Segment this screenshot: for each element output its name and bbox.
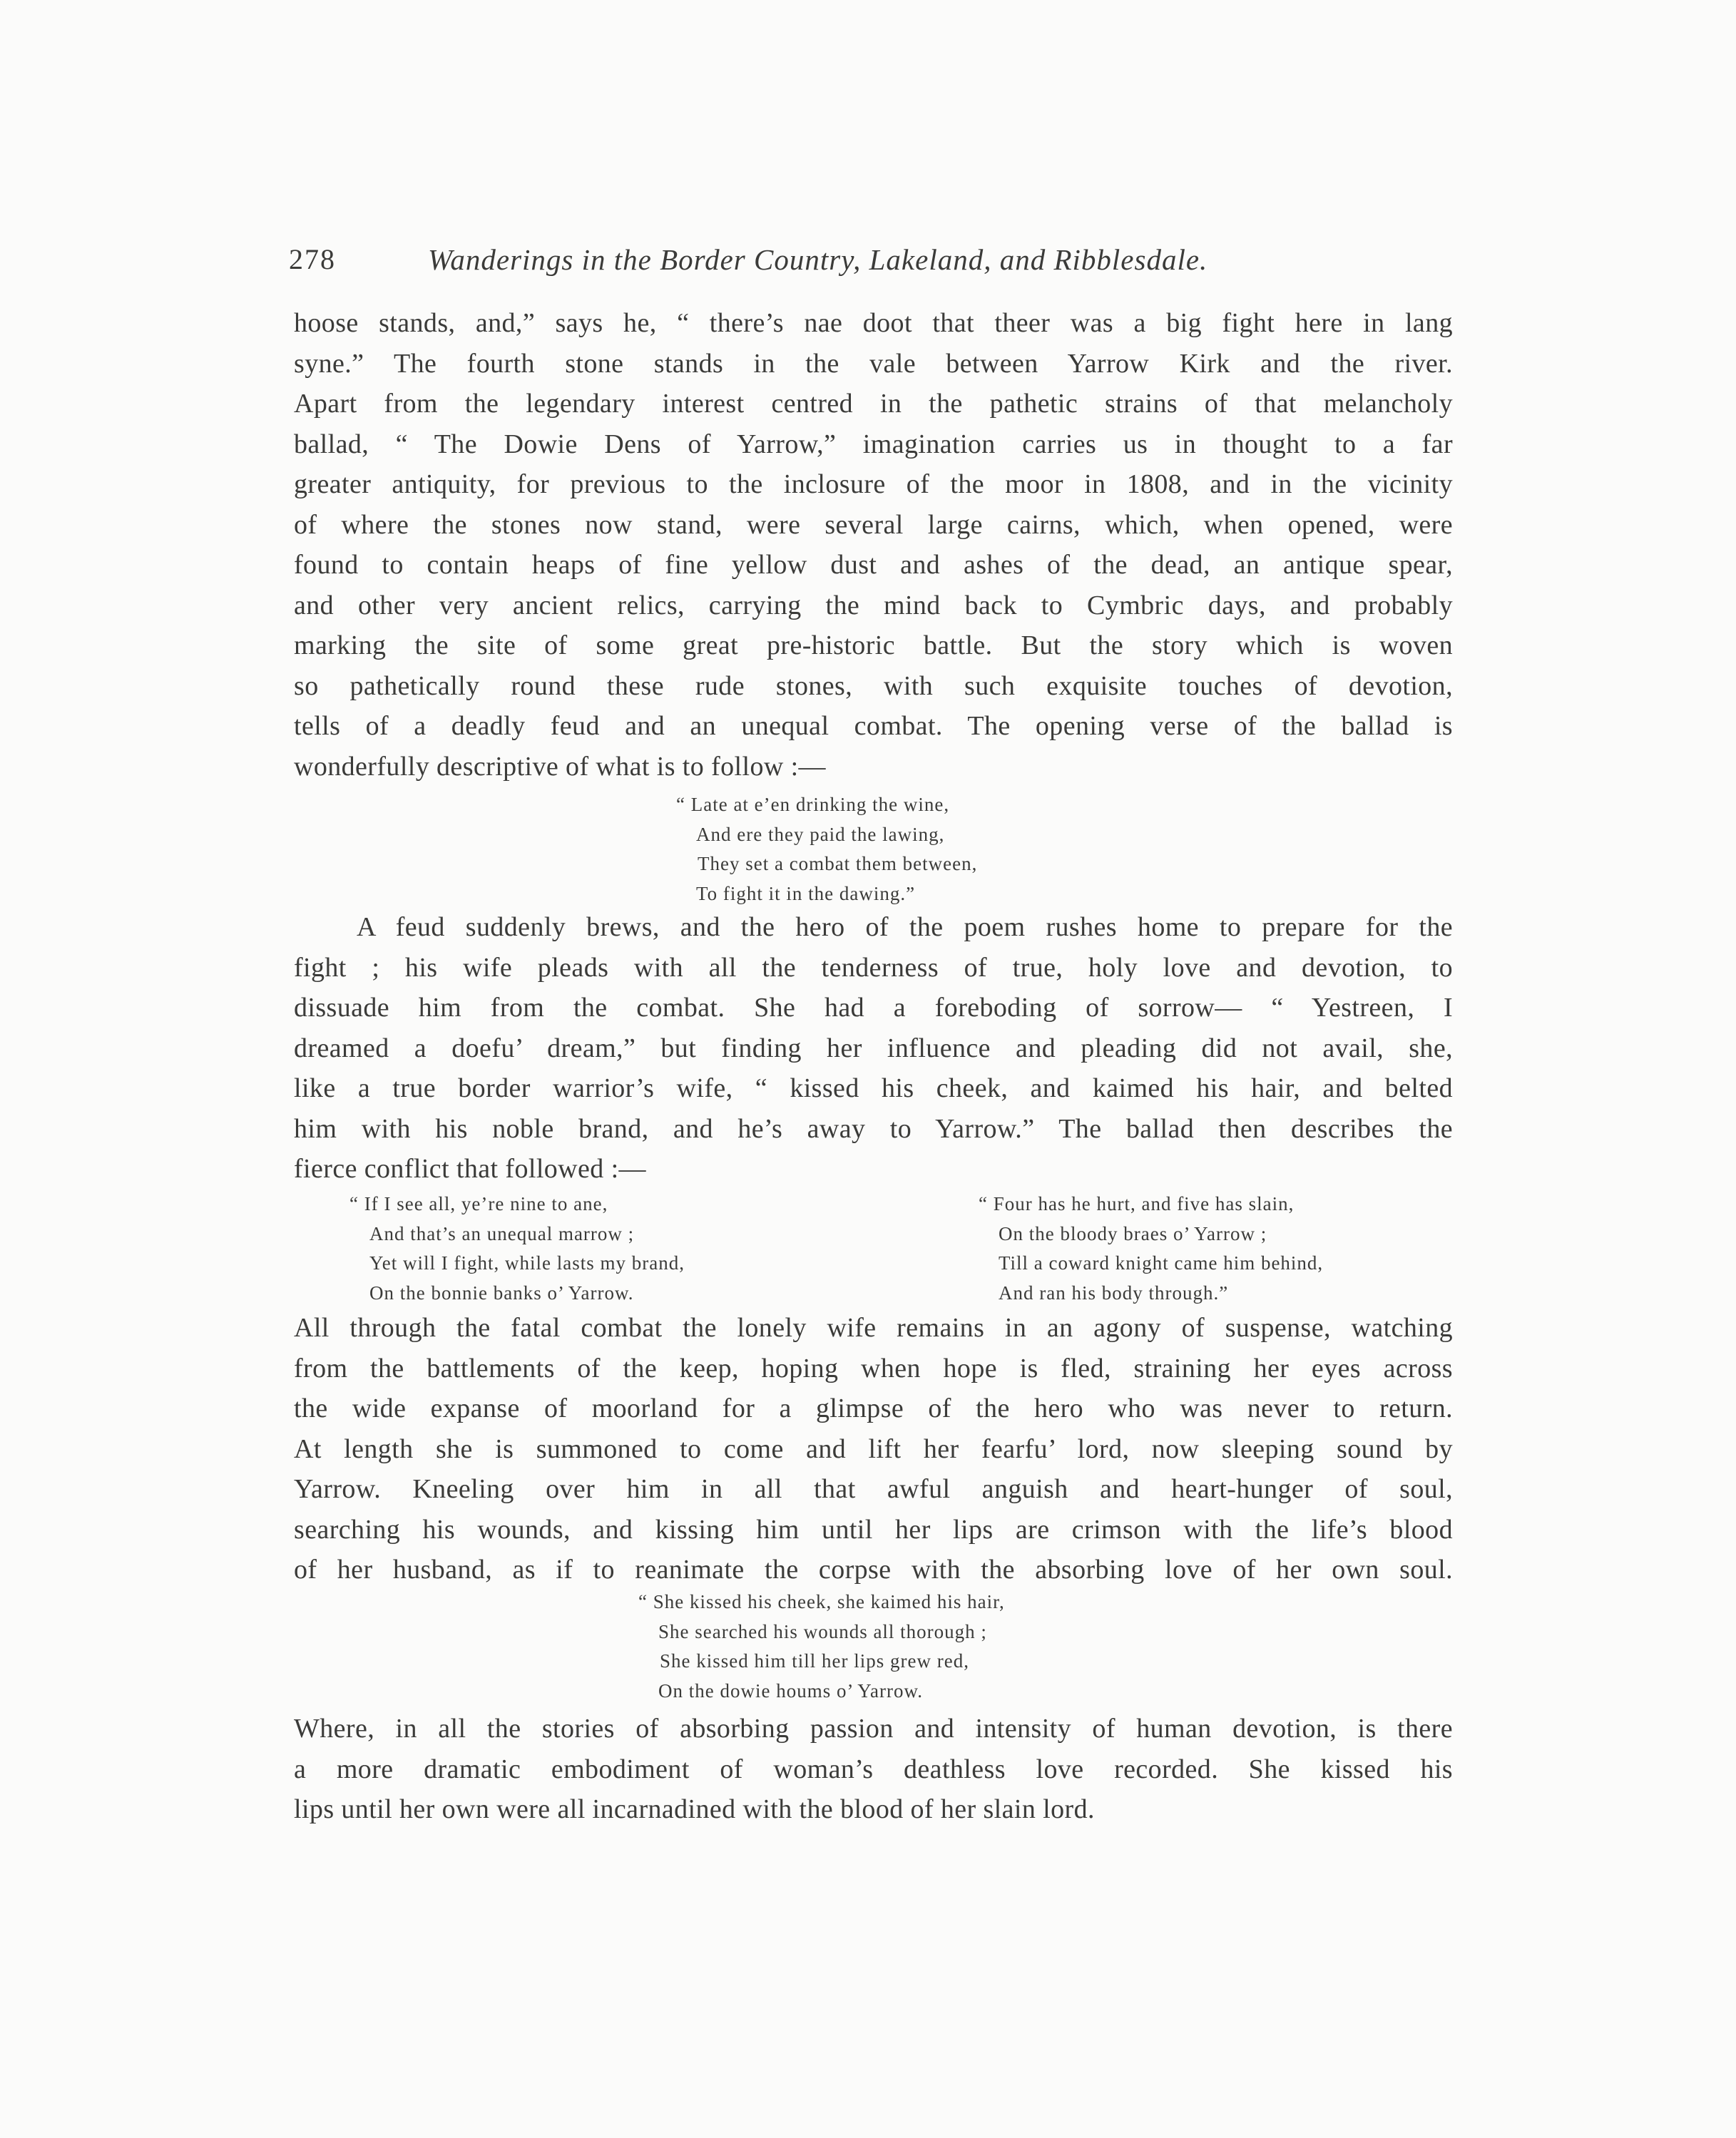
- verse-2-right-column: [979, 1190, 1323, 1308]
- text-line: the wide expanse of moorland for a glimpse of the hero who was never to return.: [294, 1393, 1453, 1423]
- text-line: and other very ancient relics, carrying the mind back to Cymbric days, and probably: [294, 590, 1453, 620]
- text-line: so pathetically round these rude stones, with such exquisite touches of devotion,: [294, 670, 1453, 701]
- text-line: searching his wounds, and kissing him until her lips are crimson with the life’s blood: [294, 1514, 1453, 1545]
- text-line: fierce conflict that followed :—: [294, 1154, 646, 1184]
- text-line: Apart from the legendary interest centred in the pathetic strains of that melancholy: [294, 389, 1453, 419]
- text-line: hoose stands, and,” says he, “ there’s nae doot that theer was a big fight here in lang: [294, 308, 1453, 338]
- verse-line: She kissed him till her lips grew red,: [660, 1650, 969, 1672]
- running-title: Wanderings in the Border Country, Lakeland, and Ribblesdale.: [428, 243, 1208, 276]
- verse-line: “ She kissed his cheek, she kaimed his hair,: [638, 1591, 1005, 1612]
- text-line: him with his noble brand, and he’s away to Yarrow.” The ballad then describes the: [294, 1113, 1453, 1144]
- verse-line: Yet will I fight, while lasts my brand,: [369, 1252, 685, 1274]
- verse-line: “ Late at e’en drinking the wine,: [676, 794, 950, 815]
- paragraph-3: [294, 1308, 1453, 1590]
- paragraph-2: [294, 907, 1453, 1190]
- verse-line: On the bonnie banks o’ Yarrow.: [369, 1282, 634, 1304]
- text-line: wonderfully descriptive of what is to follow :—: [294, 751, 826, 782]
- verse-line: On the bloody braes o’ Yarrow ;: [999, 1222, 1267, 1244]
- paragraph-4: [294, 1709, 1453, 1830]
- text-line: a more dramatic embodiment of woman’s deathless love recorded. She kissed his: [294, 1754, 1453, 1784]
- text-line: of where the stones now stand, were several large cairns, which, when opened, were: [294, 509, 1453, 540]
- verse-2-left-column: [349, 1190, 685, 1308]
- text-line: of her husband, as if to reanimate the corpse with the absorbing love of her own soul.: [294, 1555, 1453, 1585]
- verse-line: On the dowie houms o’ Yarrow.: [658, 1679, 923, 1702]
- text-line: like a true border warrior’s wife, “ kissed his cheek, and kaimed his hair, and belted: [294, 1073, 1453, 1103]
- verse-line: And ere they paid the lawing,: [696, 823, 945, 845]
- page-number: 278: [289, 243, 336, 275]
- paragraph-1: [294, 303, 1453, 787]
- text-line: dissuade him from the combat. She had a foreboding of sorrow— “ Yestreen, I: [294, 993, 1453, 1023]
- verse-line: And ran his body through.”: [999, 1282, 1229, 1304]
- verse-line: To fight it in the dawing.”: [696, 882, 916, 904]
- verse-1: [676, 790, 977, 909]
- text-line: Yarrow. Kneeling over him in all that awful anguish and heart-hunger of soul,: [294, 1474, 1453, 1504]
- text-line: At length she is summoned to come and lift her fearfu’ lord, now sleeping sound by: [294, 1433, 1453, 1464]
- text-line: found to contain heaps of fine yellow dust and ashes of the dead, an antique spear,: [294, 550, 1453, 580]
- text-line: tells of a deadly feud and an unequal combat. The opening verse of the ballad is: [294, 711, 1453, 741]
- verse-line: They set a combat them between,: [698, 853, 978, 874]
- page-header: [289, 242, 1459, 285]
- verse-line: She searched his wounds all thorough ;: [658, 1620, 987, 1642]
- verse-line: Till a coward knight came him behind,: [999, 1252, 1324, 1274]
- verse-3: [638, 1587, 1005, 1706]
- text-line: marking the site of some great pre-historic battle. But the story which is woven: [294, 630, 1453, 660]
- text-line: A feud suddenly brews, and the hero of the poem rushes home to prepare for the: [357, 912, 1453, 942]
- text-line: from the battlements of the keep, hoping when hope is fled, straining her eyes across: [294, 1353, 1453, 1383]
- text-line: dreamed a doefu’ dream,” but finding her influence and pleading did not avail, she,: [294, 1033, 1453, 1063]
- text-line: greater antiquity, for previous to the inclosure of the moor in 1808, and in the vicinity: [294, 469, 1453, 499]
- verse-line: “ If I see all, ye’re nine to ane,: [349, 1193, 608, 1214]
- verse-line: And that’s an unequal marrow ;: [369, 1222, 635, 1244]
- text-line: fight ; his wife pleads with all the tenderness of true, holy love and devotion, to: [294, 952, 1453, 983]
- text-line: Where, in all the stories of absorbing passion and intensity of human devotion, is there: [294, 1714, 1453, 1744]
- text-line: ballad, “ The Dowie Dens of Yarrow,” imagination carries us in thought to a far: [294, 429, 1453, 459]
- text-line: lips until her own were all incarnadined with the blood of her slain lord.: [294, 1794, 1095, 1824]
- text-line: syne.” The fourth stone stands in the vale between Yarrow Kirk and the river.: [294, 348, 1453, 379]
- verse-line: “ Four has he hurt, and five has slain,: [979, 1193, 1295, 1214]
- text-line: All through the fatal combat the lonely wife remains in an agony of suspense, watching: [294, 1313, 1453, 1343]
